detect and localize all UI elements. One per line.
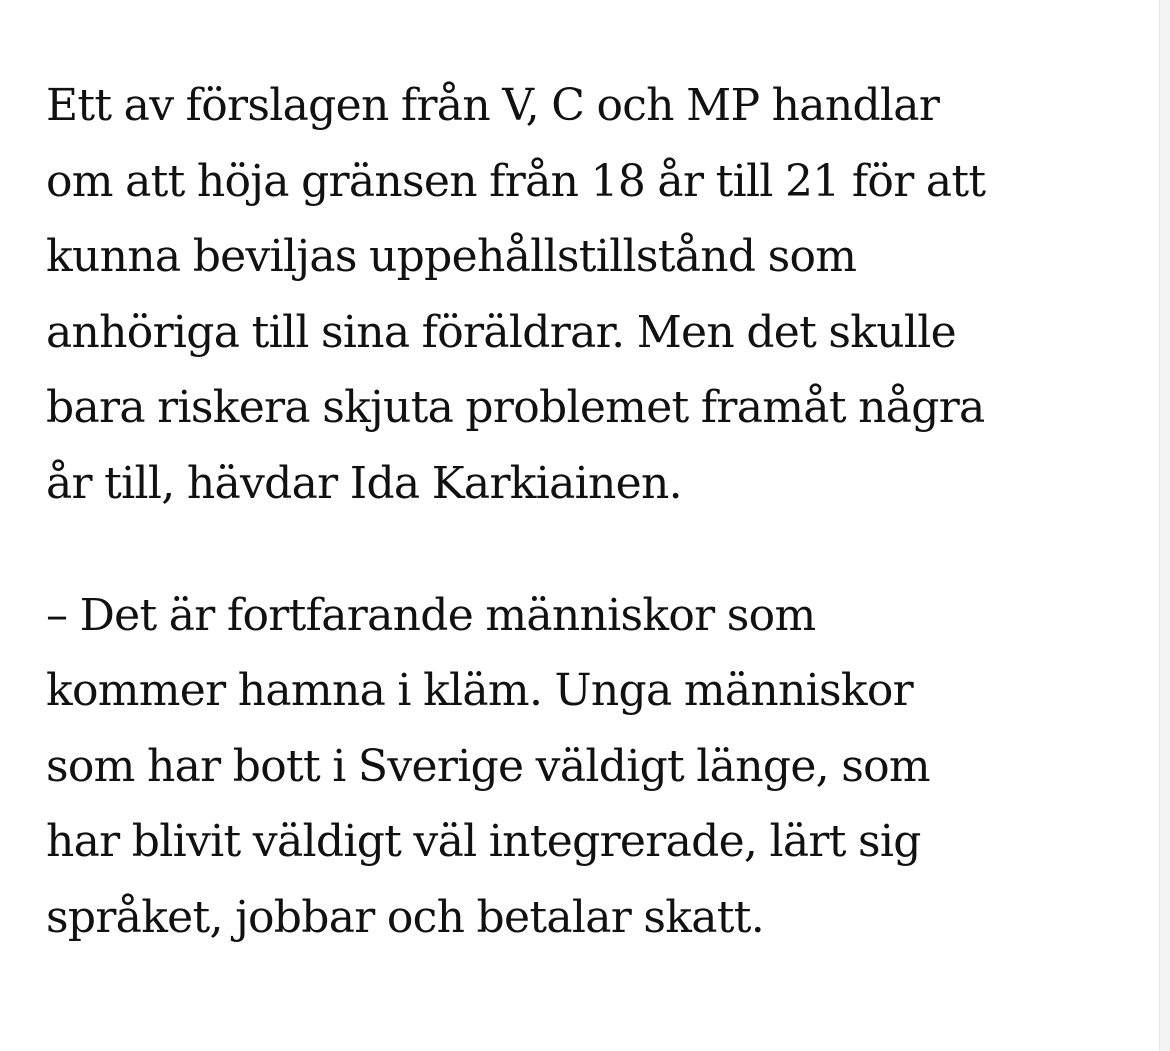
text-line: kunna beviljas uppehållstillstånd som (46, 231, 857, 283)
text-line: – Det är fortfarande människor som (46, 589, 816, 641)
text-line: kommer hamna i kläm. Unga människor (46, 665, 914, 717)
text-line: år till, hävdar Ida Karkiainen. (46, 457, 682, 509)
text-line: anhöriga till sina föräldrar. Men det skulle (46, 306, 956, 358)
text-line: har blivit väldigt väl integrerade, lärt sig (46, 816, 921, 868)
article-body (46, 68, 1136, 956)
scrollbar-track[interactable] (1159, 0, 1170, 1051)
article-quote-paragraph (46, 578, 1136, 956)
text-line: bara riskera skjuta problemet framåt några (46, 382, 985, 434)
text-line: som har bott i Sverige väldigt länge, som (46, 740, 930, 792)
text-line: om att höja gränsen från 18 år till 21 för att (46, 155, 986, 207)
article-paragraph (46, 68, 1136, 522)
text-line: Ett av förslagen från V, C och MP handlar (46, 80, 940, 131)
text-line: språket, jobbar och betalar skatt. (46, 891, 765, 943)
